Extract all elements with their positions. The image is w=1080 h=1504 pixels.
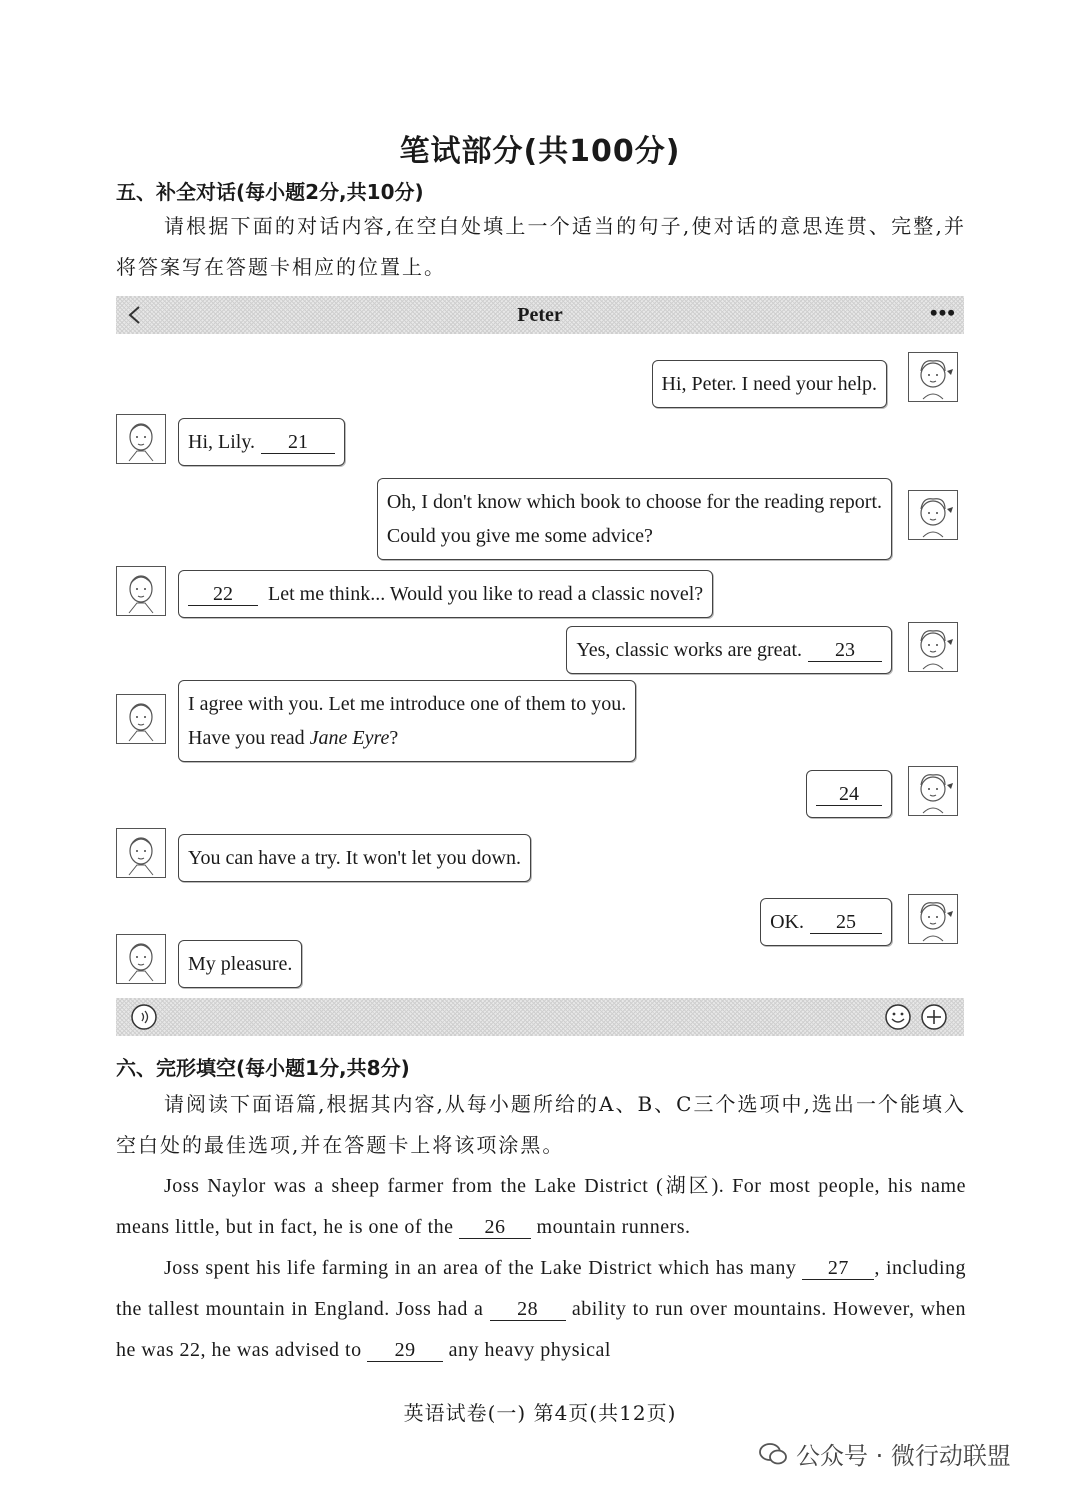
answer-blank-21[interactable]: 21 xyxy=(261,431,335,454)
chat-bubble-right xyxy=(566,626,892,674)
cloze-blank-29[interactable]: 29 xyxy=(367,1339,443,1362)
passage-paragraph-1: Joss Naylor was a sheep farmer from the Lake District (湖区). For most people, his name means little, but in fact, he is one of the 26 mountain runners. xyxy=(116,1175,966,1238)
message-text: Yes, classic works are great. xyxy=(576,639,802,661)
page-footer: 英语试卷(一) 第4页(共12页) xyxy=(403,1401,677,1425)
emoji-icon[interactable] xyxy=(884,1003,912,1031)
voice-icon[interactable] xyxy=(130,1003,158,1031)
avatar-peter xyxy=(116,414,166,464)
chat-bubble-right xyxy=(760,898,892,946)
plus-icon[interactable] xyxy=(920,1003,948,1031)
message-text: Let me think... Would you like to read a classic novel? xyxy=(268,583,704,605)
message-text: Oh, I don't know which book to choose for the reading report. xyxy=(386,491,882,513)
avatar-lily xyxy=(908,352,958,402)
chat-title: Peter xyxy=(517,304,563,326)
page-title: 笔试部分(共100分) xyxy=(399,134,681,169)
avatar-peter xyxy=(116,934,166,984)
chat-bubble-left xyxy=(178,940,302,988)
chat-header-bar xyxy=(116,296,964,334)
watermark xyxy=(758,1436,1011,1471)
avatar-peter xyxy=(116,828,166,878)
section-6-heading: 六、完形填空(每小题1分,共8分) xyxy=(116,1056,410,1080)
chat-bubble-left xyxy=(178,834,531,882)
avatar-lily xyxy=(908,766,958,816)
answer-blank-24[interactable]: 24 xyxy=(816,783,882,806)
chat-bubble-left xyxy=(178,418,345,466)
watermark-text: 公众号 · 微行动联盟 xyxy=(796,1442,1011,1470)
chat-bubble-right xyxy=(377,478,892,560)
message-text-line2: Have you read Jane Eyre? xyxy=(188,727,399,749)
message-text: Hi, Lily. xyxy=(188,431,256,453)
section-6-instruction: 请阅读下面语篇,根据其内容,从每小题所给的A、B、C三个选项中,选出一个能填入空白处的最佳选项,并在答题卡上将该项涂黑。 xyxy=(116,1092,966,1157)
avatar-lily xyxy=(908,622,958,672)
message-text: OK. xyxy=(770,911,804,933)
cloze-blank-26[interactable]: 26 xyxy=(459,1216,531,1239)
chat-bubble-left xyxy=(178,570,713,618)
answer-blank-23[interactable]: 23 xyxy=(808,639,882,662)
avatar-lily xyxy=(908,894,958,944)
message-text: You can have a try. It won't let you down. xyxy=(188,847,521,869)
more-dots-icon[interactable]: ••• xyxy=(929,300,956,325)
message-text: Hi, Peter. I need your help. xyxy=(661,373,877,395)
chat-input-bar xyxy=(116,998,964,1036)
section-5-heading: 五、补全对话(每小题2分,共10分) xyxy=(116,180,424,204)
chat-bubble-right xyxy=(652,360,888,408)
answer-blank-25[interactable]: 25 xyxy=(810,911,882,934)
chat-bubble-left xyxy=(178,680,636,762)
answer-blank-22[interactable]: 22 xyxy=(188,583,258,606)
cloze-blank-28[interactable]: 28 xyxy=(490,1298,566,1321)
avatar-peter xyxy=(116,566,166,616)
chat-bubble-right xyxy=(806,770,892,818)
book-title: Jane Eyre xyxy=(309,727,390,749)
avatar-peter xyxy=(116,694,166,744)
message-text: I agree with you. Let me introduce one of them to you. xyxy=(188,693,627,715)
passage-paragraph-2: Joss spent his life farming in an area of the Lake District which has many 27 , including the tallest mountain in England. Joss had a 28 ability to run over mountains. However, when he was 22, he was advised to 29 any heavy physical xyxy=(116,1257,967,1361)
message-text: My pleasure. xyxy=(188,953,293,975)
cloze-blank-27[interactable]: 27 xyxy=(802,1257,874,1280)
avatar-lily xyxy=(908,490,958,540)
message-text: Could you give me some advice? xyxy=(386,525,653,547)
wechat-icon xyxy=(758,1441,788,1467)
section-5-instruction: 请根据下面的对话内容,在空白处填上一个适当的句子,使对话的意思连贯、完整,并将答案写在答题卡相应的位置上。 xyxy=(116,214,966,279)
